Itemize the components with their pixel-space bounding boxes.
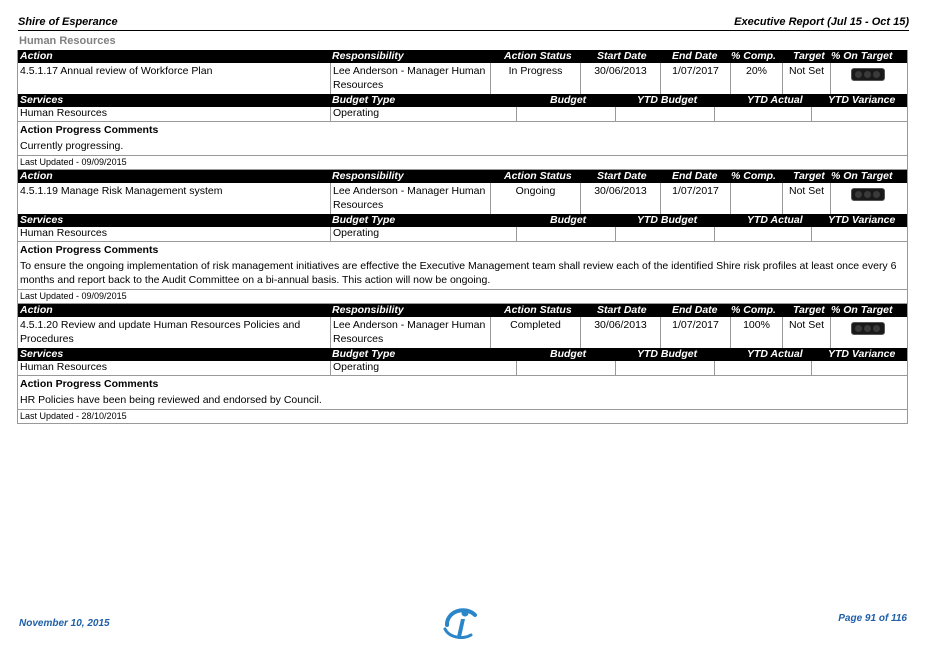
logo-icon [441, 605, 481, 644]
col-ytd-variance: YTD Variance [828, 94, 896, 106]
action-row [18, 317, 907, 348]
col-ytd-budget: YTD Budget [637, 214, 698, 226]
col-services: Services [20, 214, 64, 226]
col-budget-type: Budget Type [332, 94, 396, 106]
action-status: Completed [490, 317, 580, 348]
col-ytd-actual: YTD Actual [747, 348, 803, 360]
col-comp: % Comp. [731, 50, 776, 62]
services-row [18, 361, 907, 375]
on-target-cell [830, 317, 909, 348]
services-header-bar [18, 94, 907, 107]
traffic-light-icon [851, 322, 885, 335]
col-on-target: % On Target [831, 304, 893, 316]
col-responsibility: Responsibility [332, 50, 404, 62]
col-end-date: End Date [672, 50, 718, 62]
action-responsibility: Lee Anderson - Manager Human Resources [330, 317, 490, 348]
service-name: Human Resources [20, 361, 107, 373]
footer-page-number: Page 91 of 116 [838, 613, 907, 624]
action-end-date: 1/07/2017 [660, 183, 730, 214]
service-ytd-variance [811, 227, 909, 241]
action-comp: 20% [730, 63, 782, 94]
action-row [18, 63, 907, 94]
col-comp: % Comp. [731, 304, 776, 316]
action-block [17, 304, 908, 424]
action-name: 4.5.1.17 Annual review of Workforce Plan [20, 65, 213, 77]
col-budget-type: Budget Type [332, 214, 396, 226]
action-start-date: 30/06/2013 [580, 183, 660, 214]
section-title: Human Resources [19, 35, 116, 47]
action-end-date: 1/07/2017 [660, 63, 730, 94]
on-target-cell [830, 183, 909, 214]
action-start-date: 30/06/2013 [580, 317, 660, 348]
col-ytd-variance: YTD Variance [828, 214, 896, 226]
footer-date: November 10, 2015 [19, 618, 110, 629]
service-ytd-actual [714, 361, 811, 375]
action-header-bar [18, 50, 907, 63]
col-action: Action [20, 50, 53, 62]
action-status: In Progress [490, 63, 580, 94]
action-row [18, 183, 907, 214]
services-row [18, 227, 907, 241]
actions-table [17, 50, 908, 424]
comments-text: Currently progressing. [20, 140, 124, 152]
col-ytd-variance: YTD Variance [828, 348, 896, 360]
action-responsibility: Lee Anderson - Manager Human Resources [330, 63, 490, 94]
col-action-status: Action Status [504, 304, 572, 316]
col-budget: Budget [550, 94, 587, 106]
col-services: Services [20, 94, 64, 106]
services-header-bar [18, 214, 907, 227]
col-target: Target [793, 304, 825, 316]
service-ytd-actual [714, 227, 811, 241]
action-header-bar [18, 170, 907, 183]
services-header-bar [18, 348, 907, 361]
col-action: Action [20, 304, 53, 316]
comments-heading: Action Progress Comments [18, 121, 907, 138]
action-status: Ongoing [490, 183, 580, 214]
comments-text: HR Policies have been being reviewed and endorsed by Council. [20, 394, 322, 406]
report-org: Shire of Esperance [18, 16, 118, 28]
action-header-bar [18, 304, 907, 317]
col-action-status: Action Status [504, 50, 572, 62]
col-end-date: End Date [672, 170, 718, 182]
col-services: Services [20, 348, 64, 360]
action-name: 4.5.1.20 Review and update Human Resources Policies and Procedures [20, 319, 301, 345]
last-updated: Last Updated - 28/10/2015 [18, 409, 907, 423]
action-target: Not Set [782, 63, 830, 94]
service-ytd-variance [811, 107, 909, 121]
col-target: Target [793, 170, 825, 182]
action-comp: 100% [730, 317, 782, 348]
service-budget [516, 107, 615, 121]
action-target: Not Set [782, 183, 830, 214]
service-ytd-budget [615, 107, 714, 121]
service-budget-type: Operating [330, 361, 516, 375]
service-ytd-variance [811, 361, 909, 375]
col-comp: % Comp. [731, 170, 776, 182]
header-divider [18, 30, 909, 31]
service-ytd-budget [615, 227, 714, 241]
service-ytd-actual [714, 107, 811, 121]
on-target-cell [830, 63, 909, 94]
action-start-date: 30/06/2013 [580, 63, 660, 94]
col-ytd-actual: YTD Actual [747, 214, 803, 226]
services-row [18, 107, 907, 121]
action-block [17, 50, 908, 170]
service-budget-type: Operating [330, 107, 516, 121]
col-on-target: % On Target [831, 170, 893, 182]
col-responsibility: Responsibility [332, 304, 404, 316]
col-start-date: Start Date [597, 50, 647, 62]
comments-heading: Action Progress Comments [18, 241, 907, 258]
col-action: Action [20, 170, 53, 182]
comments-heading: Action Progress Comments [18, 375, 907, 392]
col-start-date: Start Date [597, 304, 647, 316]
action-end-date: 1/07/2017 [660, 317, 730, 348]
service-name: Human Resources [20, 227, 107, 239]
last-updated: Last Updated - 09/09/2015 [18, 155, 907, 169]
report-title: Executive Report (Jul 15 - Oct 15) [734, 16, 909, 28]
action-target: Not Set [782, 317, 830, 348]
action-block [17, 170, 908, 304]
service-budget [516, 361, 615, 375]
traffic-light-icon [851, 68, 885, 81]
service-ytd-budget [615, 361, 714, 375]
service-budget-type: Operating [330, 227, 516, 241]
action-name: 4.5.1.19 Manage Risk Management system [20, 185, 223, 197]
col-ytd-budget: YTD Budget [637, 94, 698, 106]
col-start-date: Start Date [597, 170, 647, 182]
col-target: Target [793, 50, 825, 62]
col-budget: Budget [550, 214, 587, 226]
action-responsibility: Lee Anderson - Manager Human Resources [330, 183, 490, 214]
col-action-status: Action Status [504, 170, 572, 182]
action-comp [730, 183, 782, 214]
last-updated: Last Updated - 09/09/2015 [18, 289, 907, 303]
service-budget [516, 227, 615, 241]
traffic-light-icon [851, 188, 885, 201]
comments-text: To ensure the ongoing implementation of risk management initiatives are effective the Executive Management team shall review each of the identified Shire risk profiles at least once every 6 months and report back to the Audit Committee on a bi-annual basis. This action will now be ongoing. [20, 260, 897, 286]
col-ytd-budget: YTD Budget [637, 348, 698, 360]
col-ytd-actual: YTD Actual [747, 94, 803, 106]
service-name: Human Resources [20, 107, 107, 119]
col-responsibility: Responsibility [332, 170, 404, 182]
col-budget: Budget [550, 348, 587, 360]
col-on-target: % On Target [831, 50, 893, 62]
col-budget-type: Budget Type [332, 348, 396, 360]
col-end-date: End Date [672, 304, 718, 316]
